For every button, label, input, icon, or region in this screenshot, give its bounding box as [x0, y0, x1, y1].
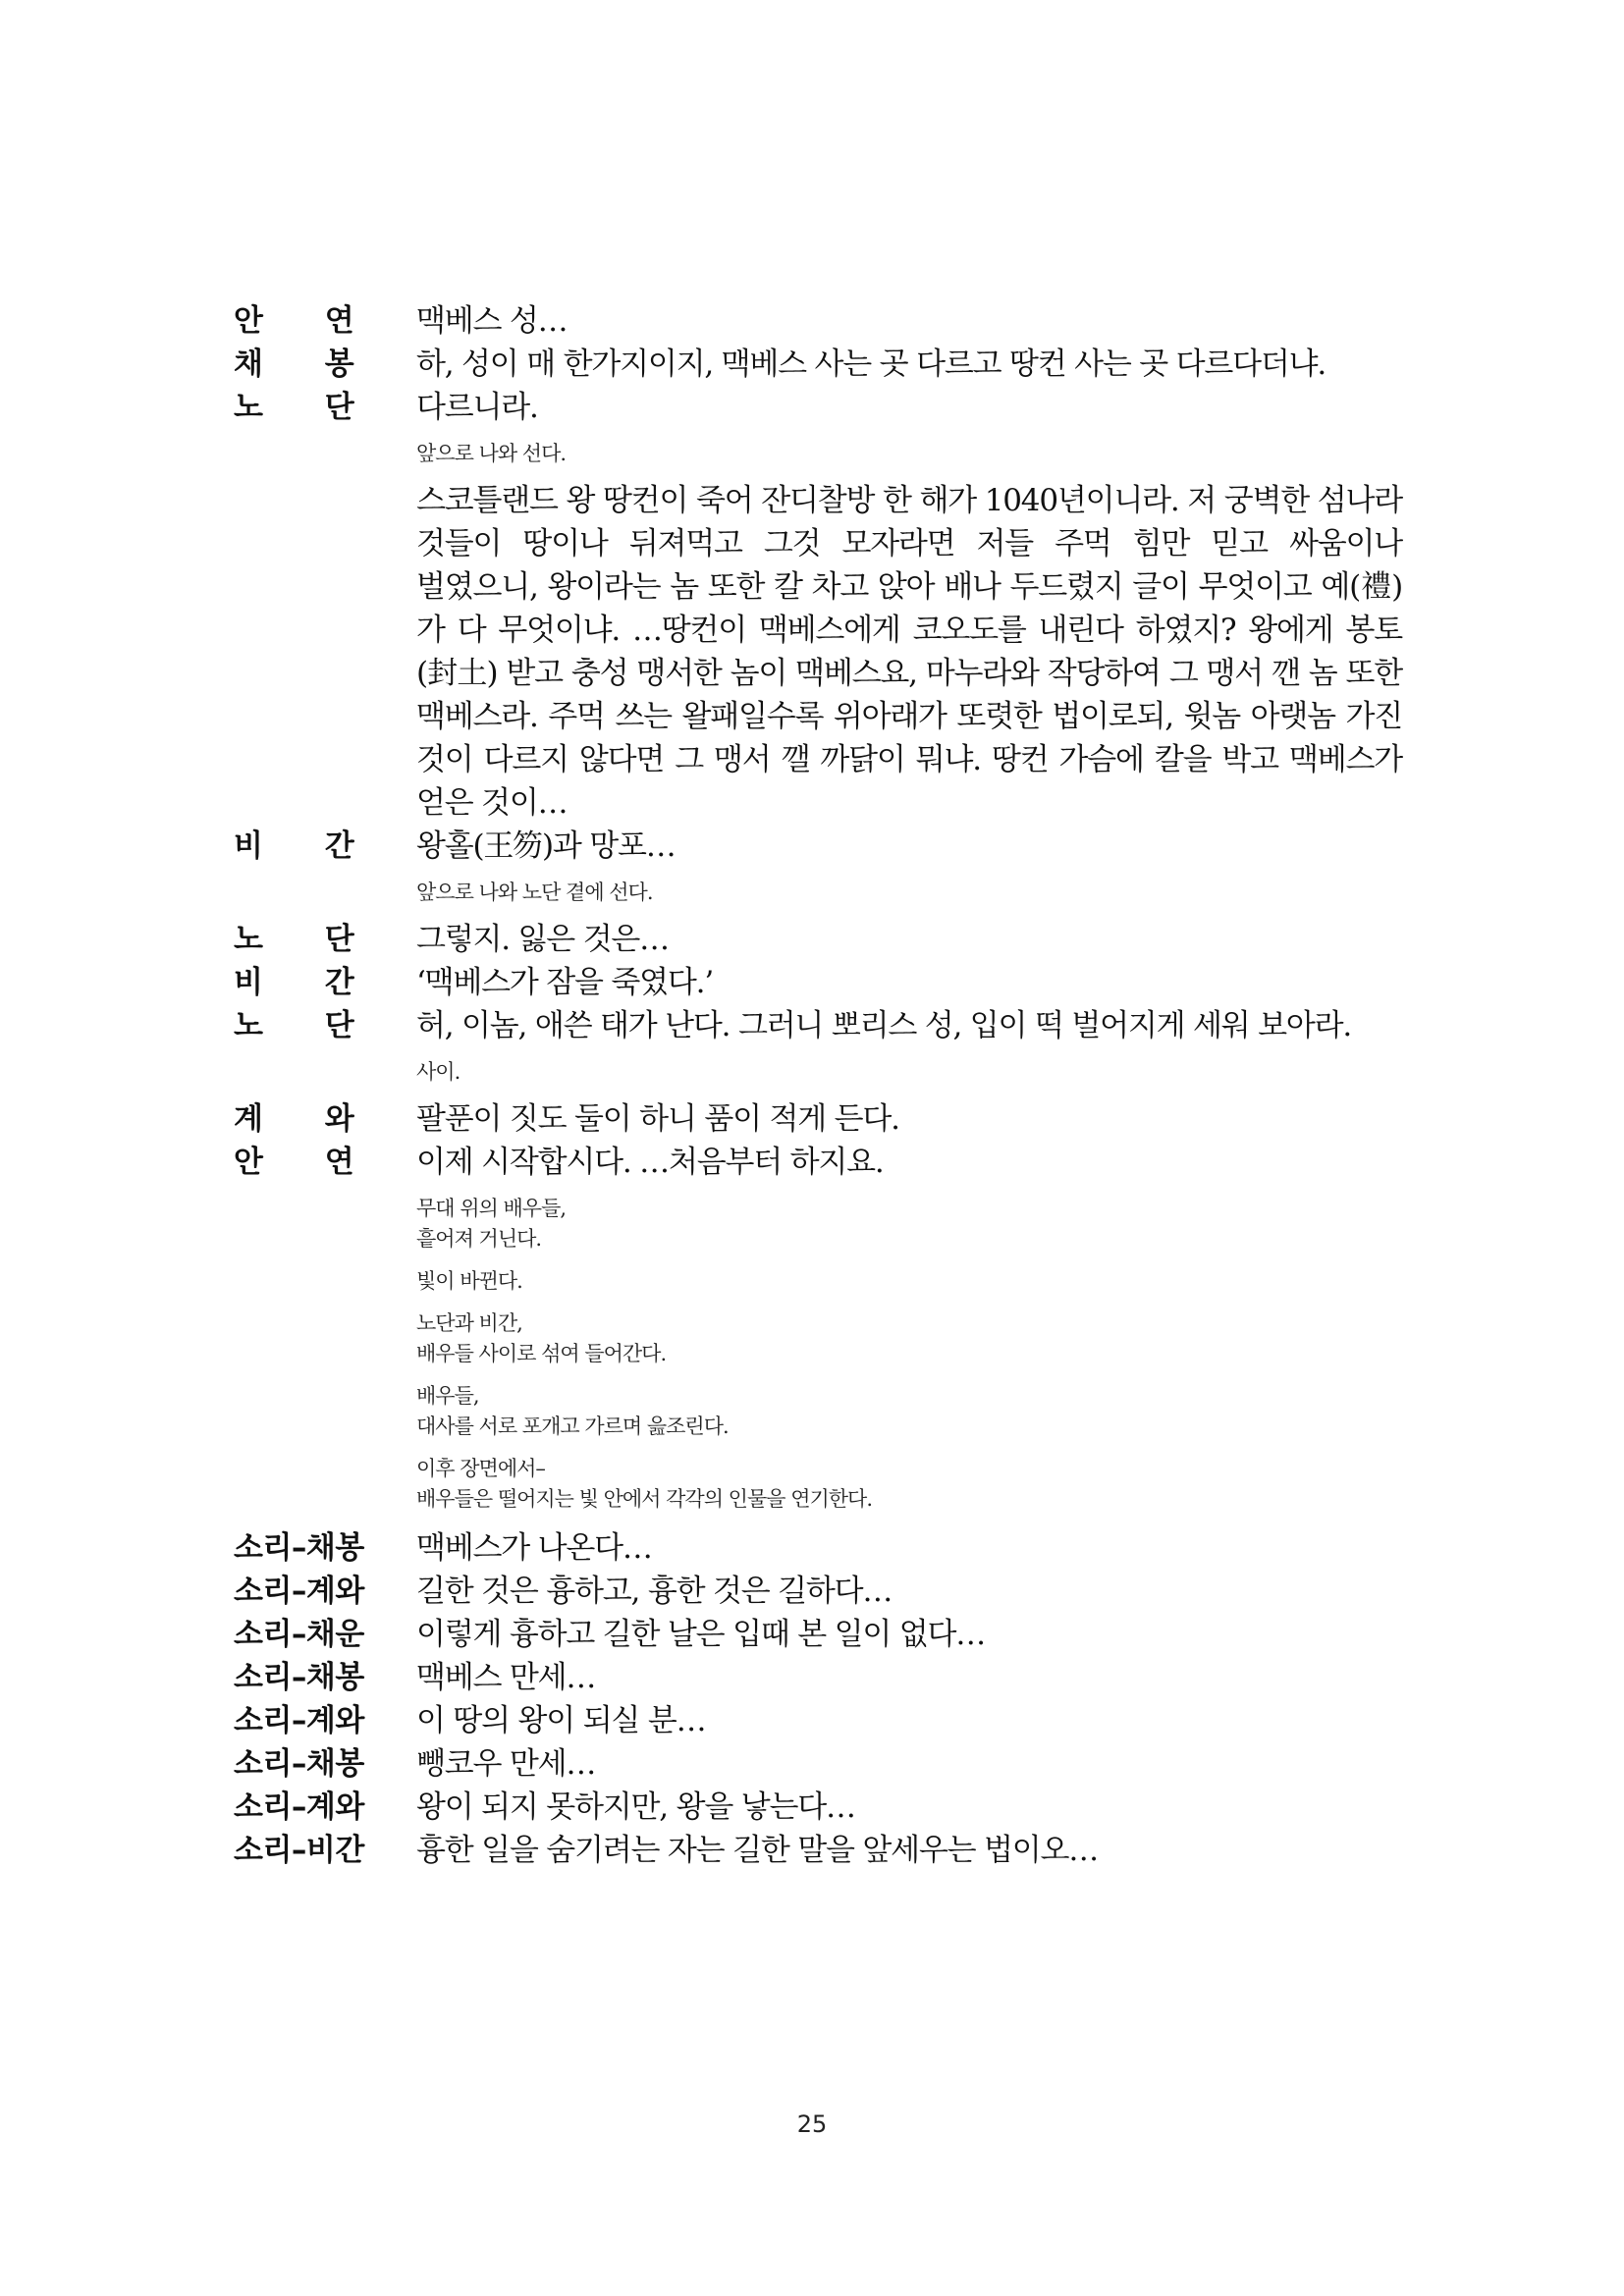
stage-line: 대사를 서로 포개고 가르며 읊조린다.: [416, 1415, 729, 1438]
dialogue-text: 팔푼이 짓도 둘이 하니 품이 적게 든다.: [416, 1101, 899, 1137]
sound-line: [234, 1613, 1402, 1656]
dialogue-line: [234, 386, 1402, 429]
dialogue-text: 이 땅의 왕이 되실 분…: [416, 1703, 706, 1738]
speaker-name: 소리–채운: [234, 1617, 364, 1652]
speaker-name: 소리–계와: [234, 1789, 364, 1825]
dialogue-line: [234, 1004, 1402, 1047]
speaker-name: 비 간: [234, 828, 380, 864]
dialogue-text: ‘맥베스가 잠을 죽였다.’: [416, 965, 713, 1000]
dialogue-line: [234, 343, 1402, 386]
stage-direction-group: [416, 1308, 1402, 1369]
dialogue-text: 흉한 일을 숨기려는 자는 길한 말을 앞세우는 법이오…: [416, 1833, 1099, 1868]
speaker-name: 계 와: [234, 1101, 380, 1137]
dialogue-paragraph: [234, 479, 1402, 825]
stage-direction: 사이.: [416, 1060, 460, 1084]
speaker-name: 소리–계와: [234, 1574, 364, 1609]
sound-line: [234, 1699, 1402, 1742]
stage-line: 배우들은 떨어지는 빛 안에서 각각의 인물을 연기한다.: [416, 1487, 873, 1511]
dialogue-text: 왕홀(王笏)과 망포…: [416, 828, 676, 864]
sound-line: [234, 1829, 1402, 1872]
dialogue-text: 이렇게 흉하고 길한 날은 입때 본 일이 없다…: [416, 1617, 986, 1652]
sound-line: [234, 1526, 1402, 1570]
speaker-name: 노 단: [234, 922, 380, 957]
dialogue-text: 그렇지. 잃은 것은…: [416, 922, 669, 957]
dialogue-text: 스코틀랜드 왕 땅컨이 죽어 잔디찰방 한 해가 1040년이니라. 저 궁벽한 섬나라 것들이 땅이나 뒤져먹고 그것 모자라면 저들 주먹 힘만 믿고 싸움이나 벌였으니, 왕이라는 놈 또한 칼 차고 앉아 배나 두드렸지 글이 무엇이고 예(禮)가 다 무엇이냐. …땅컨이 맥베스에게 코오도를 내린다 하였지? 왕에게 봉토(封土) 받고 충성 맹서한 놈이 맥베스요, 마누라와 작당하여 그 맹서 깬 놈 또한 맥베스라. 주먹 쓰는 왈패일수록 위아래가 또렷한 법이로되, 윗놈 아랫놈 가진 것이 다르지 않다면 그 맹서 깰 까닭이 뭐냐. 땅컨 가슴에 칼을 박고 맥베스가 얻은 것이…: [416, 483, 1402, 821]
dialogue-text: 길한 것은 흉하고, 흉한 것은 길하다…: [416, 1574, 893, 1609]
dialogue-line: [234, 961, 1402, 1004]
stage-direction-group: [416, 1194, 1402, 1255]
speaker-name: 소리–비간: [234, 1833, 364, 1868]
dialogue-text: 하, 성이 매 한가지이지, 맥베스 사는 곳 다르고 땅컨 사는 곳 다르다더냐.: [416, 347, 1326, 382]
stage-line: 배우들,: [416, 1384, 479, 1408]
speaker-name: 채 봉: [234, 347, 380, 382]
dialogue-text: 맥베스 성…: [416, 303, 568, 339]
stage-direction: 앞으로 나와 노단 곁에 선다.: [416, 881, 653, 904]
sound-line: [234, 1786, 1402, 1829]
stage-line: 이후 장면에서–: [416, 1457, 545, 1480]
dialogue-text: 이제 시작합시다. …처음부터 하지요.: [416, 1145, 884, 1180]
speaker-name: 안 연: [234, 1145, 380, 1180]
sound-line: [234, 1656, 1402, 1699]
stage-direction-group: [416, 1266, 1402, 1297]
stage-direction-group: [416, 1454, 1402, 1515]
dialogue-text: 맥베스 만세…: [416, 1660, 596, 1695]
stage-line: 노단과 비간,: [416, 1311, 522, 1335]
script-body: [234, 299, 1402, 1872]
stage-line: 배우들 사이로 섞여 들어간다.: [416, 1342, 667, 1365]
speaker-name: 소리–계와: [234, 1703, 364, 1738]
dialogue-line: [234, 918, 1402, 961]
stage-line: 흩어져 거닌다.: [416, 1227, 542, 1251]
dialogue-text: 허, 이놈, 애쓴 태가 난다. 그러니 뽀리스 성, 입이 떡 벌어지게 세워 보아라.: [416, 1008, 1352, 1043]
dialogue-line: [234, 299, 1402, 343]
speaker-name: 노 단: [234, 390, 380, 425]
dialogue-line: [234, 1097, 1402, 1141]
page-number: 25: [796, 2110, 828, 2138]
sound-line: [234, 1570, 1402, 1613]
speaker-name: 소리–채봉: [234, 1530, 364, 1566]
dialogue-text: 왕이 되지 못하지만, 왕을 낳는다…: [416, 1789, 855, 1825]
speaker-name: 소리–채봉: [234, 1746, 364, 1782]
stage-direction: 앞으로 나와 선다.: [416, 442, 567, 465]
sound-line: [234, 1742, 1402, 1786]
dialogue-text: 맥베스가 나온다…: [416, 1530, 652, 1566]
dialogue-text: 뺑코우 만세…: [416, 1746, 596, 1782]
stage-direction-group: [416, 1381, 1402, 1442]
dialogue-line: [234, 1141, 1402, 1184]
speaker-name: 소리–채봉: [234, 1660, 364, 1695]
dialogue-line: [234, 825, 1402, 868]
speaker-name: 노 단: [234, 1008, 380, 1043]
speaker-name: 비 간: [234, 965, 380, 1000]
speaker-name: 안 연: [234, 303, 380, 339]
dialogue-text: 다르니라.: [416, 390, 538, 425]
stage-line: 무대 위의 배우들,: [416, 1197, 567, 1220]
stage-line: 빛이 바뀐다.: [416, 1269, 522, 1293]
